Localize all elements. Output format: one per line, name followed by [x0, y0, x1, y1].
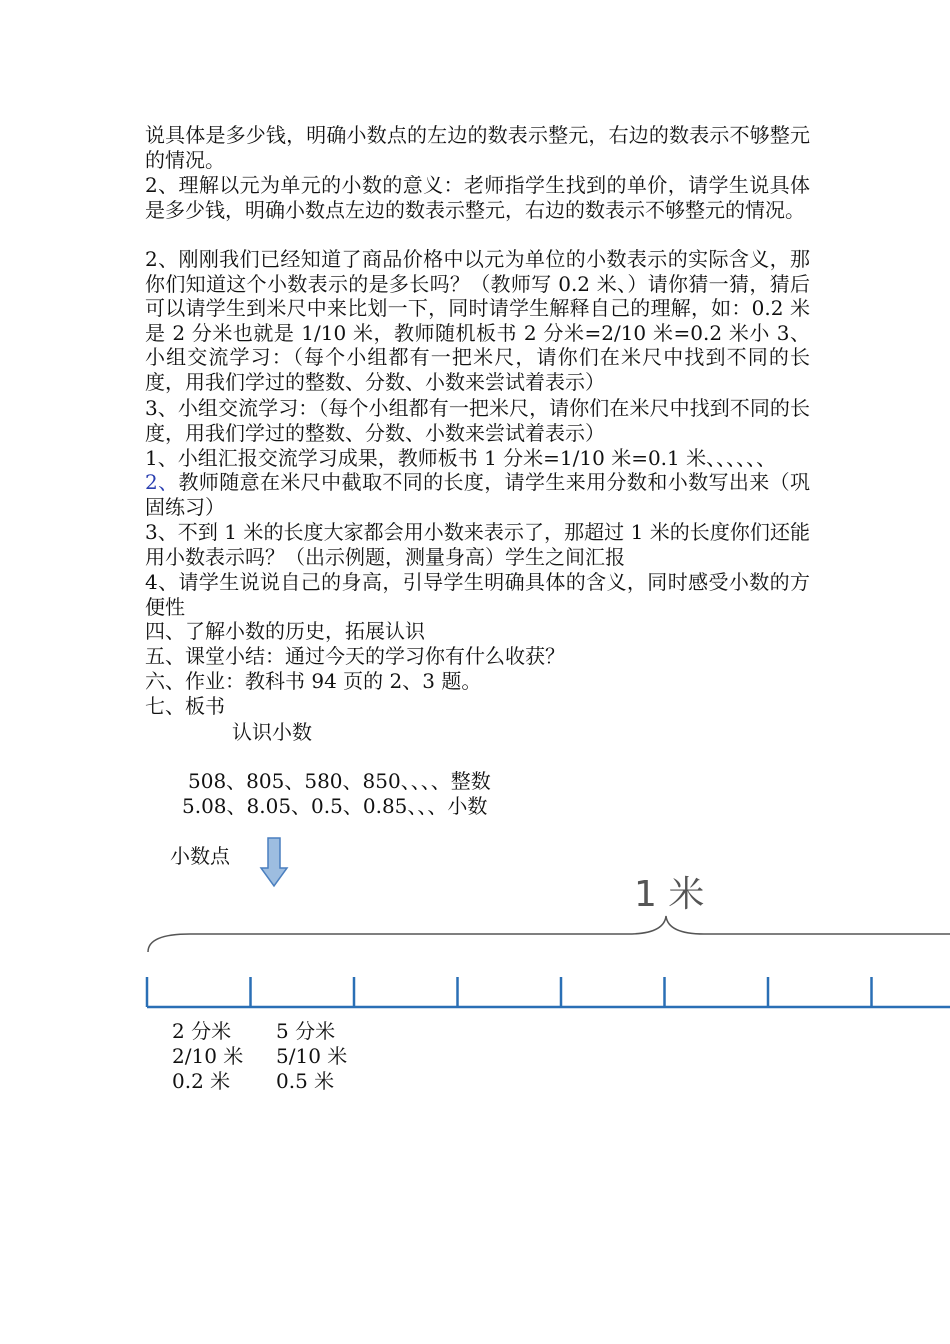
board-title: 认识小数 — [232, 720, 312, 744]
paragraph-1: 说具体是多少钱，明确小数点的左边的数表示整元，右边的数表示不够整元的情况。 — [145, 123, 810, 172]
label-5-10m: 5/10 米 — [276, 1044, 348, 1068]
decimal-point-label: 小数点 — [170, 844, 230, 868]
ruler-diagram — [0, 830, 950, 1020]
section-five: 五、课堂小结：通过今天的学习你有什么收获？ — [145, 644, 565, 668]
brace — [148, 916, 950, 952]
label-5dm: 5 分米 — [276, 1019, 336, 1043]
ruler-label: 1 米 — [634, 874, 705, 915]
paragraph-8: 4、请学生说说自己的身高，引导学生明确具体的含义，同时感受小数的方便性 — [145, 570, 810, 619]
section-seven: 七、板书 — [145, 694, 225, 718]
section-six: 六、作业：教科书 94 页的 2、3 题。 — [145, 669, 482, 693]
label-2-10m: 2/10 米 — [172, 1044, 244, 1068]
label-2dm: 2 分米 — [172, 1019, 232, 1043]
item-text: 教师随意在米尺中截取不同的长度，请学生来用分数和小数写出来（巩固练习） — [145, 470, 810, 519]
integers-line: 508、805、580、850、、、、整数 — [188, 769, 491, 793]
paragraph-4: 3、小组交流学习：（每个小组都有一把米尺，请你们在米尺中找到不同的长度，用我们学过的整数、分数、小数来尝试着表示） — [145, 396, 810, 445]
label-0.2m: 0.2 米 — [172, 1069, 231, 1093]
label-0.5m: 0.5 米 — [276, 1069, 335, 1093]
item-number: 2、 — [145, 470, 179, 494]
section-four: 四、了解小数的历史，拓展认识 — [145, 619, 425, 643]
paragraph-3: 2、刚刚我们已经知道了商品价格中以元为单位的小数表示的实际含义，那你们知道这个小数表示的是多长吗？（教师写 0.2 米、）请你猜一猜，猜后可以请学生到米尺中来比划一下，同时请学生解释自己的理解，如：0.2 米是 2 分米也就是 1/10 米，教师随机板书 2 分米=2/10 米=0.2 米小 3、小组交流学习：（每个小组都有一把米尺，请你们在米尺中找到不同的长度，用我们学过的整数、分数、小数来尝试着表示） — [145, 247, 810, 394]
paragraph-7: 3、不到 1 米的长度大家都会用小数来表示了，那超过 1 米的长度你们还能用小数表示吗？（出示例题，测量身高）学生之间汇报 — [145, 520, 810, 569]
paragraph-5: 1、小组汇报交流学习成果，教师板书 1 分米=1/10 米=0.1 米、、、、、、 — [145, 446, 777, 470]
down-arrow-icon — [261, 838, 287, 886]
decimals-line: 5.08、8.05、0.5、0.85、、、小数 — [182, 794, 488, 818]
paragraph-6 — [145, 470, 810, 519]
meter-ruler — [147, 977, 950, 1007]
paragraph-2: 2、理解以元为单元的小数的意义：老师指学生找到的单价，请学生说具体是多少钱，明确小数点左边的数表示整元，右边的数表示不够整元的情况。 — [145, 173, 810, 222]
